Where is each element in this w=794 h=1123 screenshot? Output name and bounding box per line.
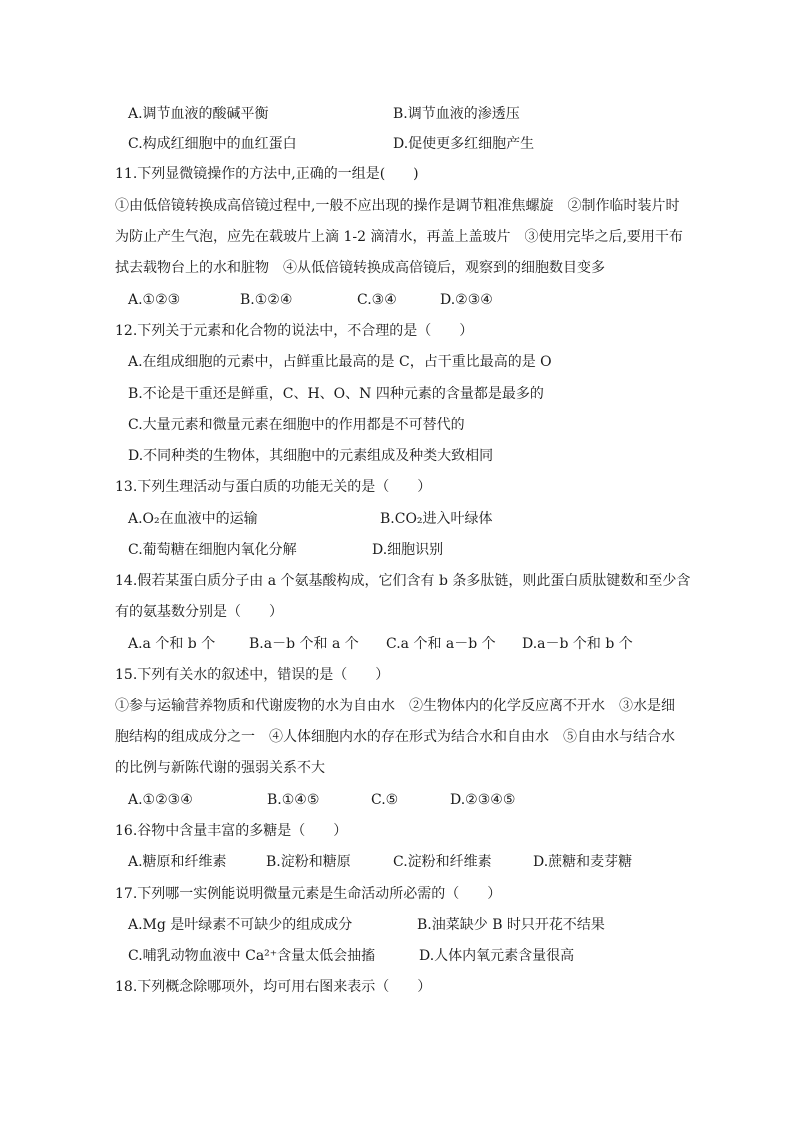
q14-stem-line-2: 有的氨基数分别是（ ）	[115, 604, 283, 620]
q11-body-line-1: ①由低倍镜转换成高倍镜过程中,一般不应出现的操作是调节粗准焦螺旋 ②制作临时装片时	[115, 198, 680, 214]
q17-option-d: D.人体内氧元素含量很高	[419, 948, 575, 964]
q11-body-line-3: 拭去载物台上的水和脏物 ④从低倍镜转换成高倍镜后，观察到的细胞数目变多	[115, 260, 605, 276]
q13-option-c: C.葡萄糖在细胞内氧化分解	[128, 542, 297, 558]
q12-option-a: A.在组成细胞的元素中，占鲜重比最高的是 C，占干重比最高的是 O	[128, 354, 552, 370]
q15-option-c: C.⑤	[371, 792, 399, 808]
q13-option-d: D.细胞识别	[372, 542, 444, 558]
q10-option-d: D.促使更多红细胞产生	[393, 136, 535, 152]
q11-option-b: B.①②④	[240, 292, 293, 308]
q11-option-d: D.②③④	[440, 292, 493, 308]
q17-stem: 17.下列哪一实例能说明微量元素是生命活动所必需的（ ）	[115, 886, 502, 902]
q10-option-c: C.构成红细胞中的血红蛋白	[128, 136, 297, 152]
q11-option-a: A.①②③	[128, 292, 181, 308]
q16-stem: 16.谷物中含量丰富的多糖是（ ）	[115, 823, 348, 839]
q15-option-d: D.②③④⑤	[450, 792, 516, 808]
q13-option-b: B.CO₂进入叶绿体	[380, 511, 493, 527]
q17-option-b: B.油菜缺少 B 时只开花不结果	[417, 917, 605, 933]
q17-option-a: A.Mg 是叶绿素不可缺少的组成成分	[128, 917, 353, 933]
q15-option-a: A.①②③④	[128, 792, 193, 808]
q14-option-a: A.a 个和 b 个	[128, 636, 216, 652]
q15-body-line-3: 的比例与新陈代谢的强弱关系不大	[115, 760, 325, 776]
q12-option-c: C.大量元素和微量元素在细胞中的作用都是不可替代的	[128, 417, 465, 433]
q16-option-a: A.糖原和纤维素	[128, 854, 227, 870]
q10-option-a: A.调节血液的酸碱平衡	[128, 106, 269, 122]
q10-option-b: B.调节血液的渗透压	[393, 106, 520, 122]
q16-option-b: B.淀粉和糖原	[266, 854, 351, 870]
q18-stem: 18.下列概念除哪项外，均可用右图来表示（ ）	[115, 979, 432, 995]
q16-option-c: C.淀粉和纤维素	[393, 854, 492, 870]
q14-option-c: C.a 个和 a－b 个	[386, 636, 496, 652]
q15-option-b: B.①④⑤	[267, 792, 320, 808]
q15-body-line-1: ①参与运输营养物质和代谢废物的水为自由水 ②生物体内的化学反应离不开水 ③水是细	[115, 698, 675, 714]
q14-option-d: D.a－b 个和 b 个	[522, 636, 633, 652]
q15-body-line-2: 胞结构的组成成分之一 ④人体细胞内水的存在形式为结合水和自由水 ⑤自由水与结合水	[115, 729, 675, 745]
q14-option-b: B.a－b 个和 a 个	[249, 636, 359, 652]
q11-option-c: C.③④	[357, 292, 397, 308]
q12-option-b: B.不论是干重还是鲜重，C、H、O、N 四种元素的含量都是最多的	[128, 386, 544, 402]
q12-option-d: D.不同种类的生物体，其细胞中的元素组成及种类大致相同	[128, 448, 494, 464]
q13-option-a: A.O₂在血液中的运输	[128, 511, 258, 527]
q17-option-c: C.哺乳动物血液中 Ca²⁺含量太低会抽搐	[128, 948, 376, 964]
q11-stem: 11.下列显微镜操作的方法中,正确的一组是( )	[115, 166, 419, 182]
q12-stem: 12.下列关于元素和化合物的说法中，不合理的是（ ）	[115, 323, 474, 339]
q13-stem: 13.下列生理活动与蛋白质的功能无关的是（ ）	[115, 479, 432, 495]
q14-stem-line-1: 14.假若某蛋白质分子由 a 个氨基酸构成，它们含有 b 条多肽链，则此蛋白质肽键数和至少含	[115, 573, 691, 589]
q15-stem: 15.下列有关水的叙述中，错误的是（ ）	[115, 667, 390, 683]
q16-option-d: D.蔗糖和麦芽糖	[533, 854, 633, 870]
q11-body-line-2: 为防止产生气泡，应先在载玻片上滴 1-2 滴清水，再盖上盖玻片 ③使用完毕之后,要用干布	[115, 229, 683, 245]
